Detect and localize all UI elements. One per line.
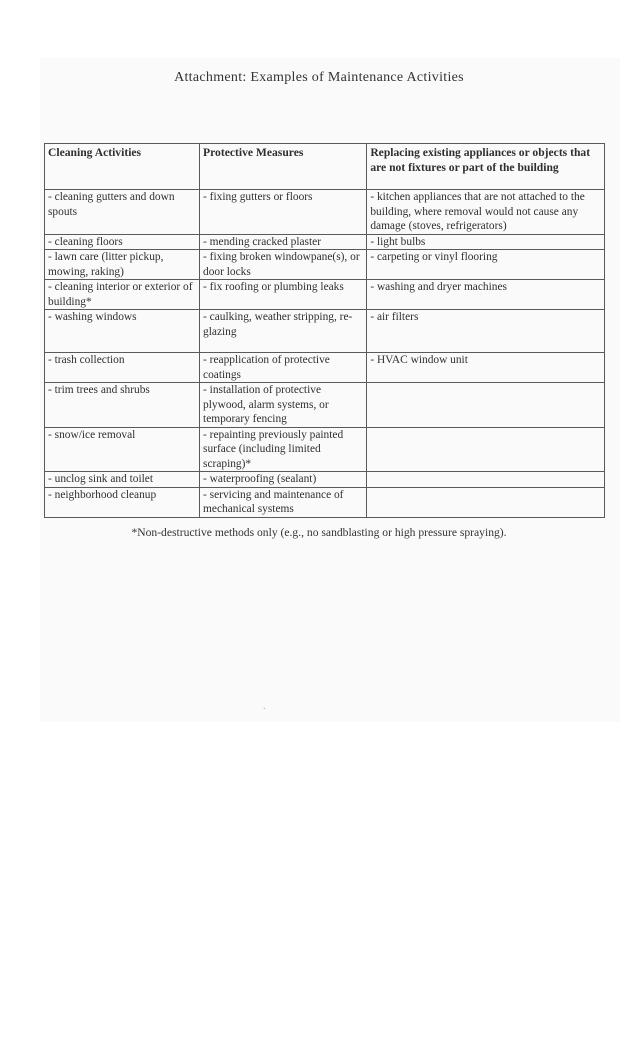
table-cell: - washing and dryer machines [367,280,605,310]
table-cell: - cleaning gutters and down spouts [45,190,200,235]
table-cell: - fix roofing or plumbing leaks [200,280,367,310]
table-row [45,190,605,235]
table-cell: - light bulbs [367,234,605,250]
table-cell: - trim trees and shrubs [45,383,200,428]
footnote: *Non-destructive methods only (e.g., no sandblasting or high pressure spraying). [131,526,507,539]
maintenance-activities-table [44,143,605,518]
table-cell: - trash collection [45,353,200,383]
table-cell: - installation of protective plywood, alarm systems, or temporary fencing [200,383,367,428]
table-cell [367,383,605,428]
table-row [45,383,605,428]
table-cell [367,427,605,472]
table-cell: - repainting previously painted surface (including limited scraping)* [200,427,367,472]
table-cell: - caulking, weather stripping, re-glazing [200,310,367,353]
table-cell: - fixing broken windowpane(s), or door locks [200,250,367,280]
table-header-row [45,144,605,190]
table-cell: - kitchen appliances that are not attached to the building, where removal would not cause any damage (stoves, refrigerators) [367,190,605,235]
table-cell: - neighborhood cleanup [45,487,200,517]
table-cell [367,487,605,517]
column-header-replacing: Replacing existing appliances or objects that are not fixtures or part of the building [367,144,605,190]
table-cell: - cleaning interior or exterior of building* [45,280,200,310]
table-row [45,487,605,517]
page-title: Attachment: Examples of Maintenance Activities [174,70,464,85]
table-row [45,310,605,353]
table-cell: - waterproofing (sealant) [200,472,367,488]
column-header-cleaning: Cleaning Activities [45,144,200,190]
table-cell: - air filters [367,310,605,353]
table-cell: - unclog sink and toilet [45,472,200,488]
table-row [45,353,605,383]
table-cell [367,472,605,488]
table-row [45,234,605,250]
table-row [45,472,605,488]
table-cell: - washing windows [45,310,200,353]
table-cell: - HVAC window unit [367,353,605,383]
scan-speck: ˎ [263,700,266,709]
table-row [45,280,605,310]
table-row [45,250,605,280]
table-cell: - reapplication of protective coatings [200,353,367,383]
table-cell: - lawn care (litter pickup, mowing, raking) [45,250,200,280]
table-cell: - snow/ice removal [45,427,200,472]
table-cell: - carpeting or vinyl flooring [367,250,605,280]
table-cell: - servicing and maintenance of mechanical systems [200,487,367,517]
column-header-protective: Protective Measures [200,144,367,190]
table-cell: - cleaning floors [45,234,200,250]
table-cell: - mending cracked plaster [200,234,367,250]
table-cell: - fixing gutters or floors [200,190,367,235]
table-row [45,427,605,472]
